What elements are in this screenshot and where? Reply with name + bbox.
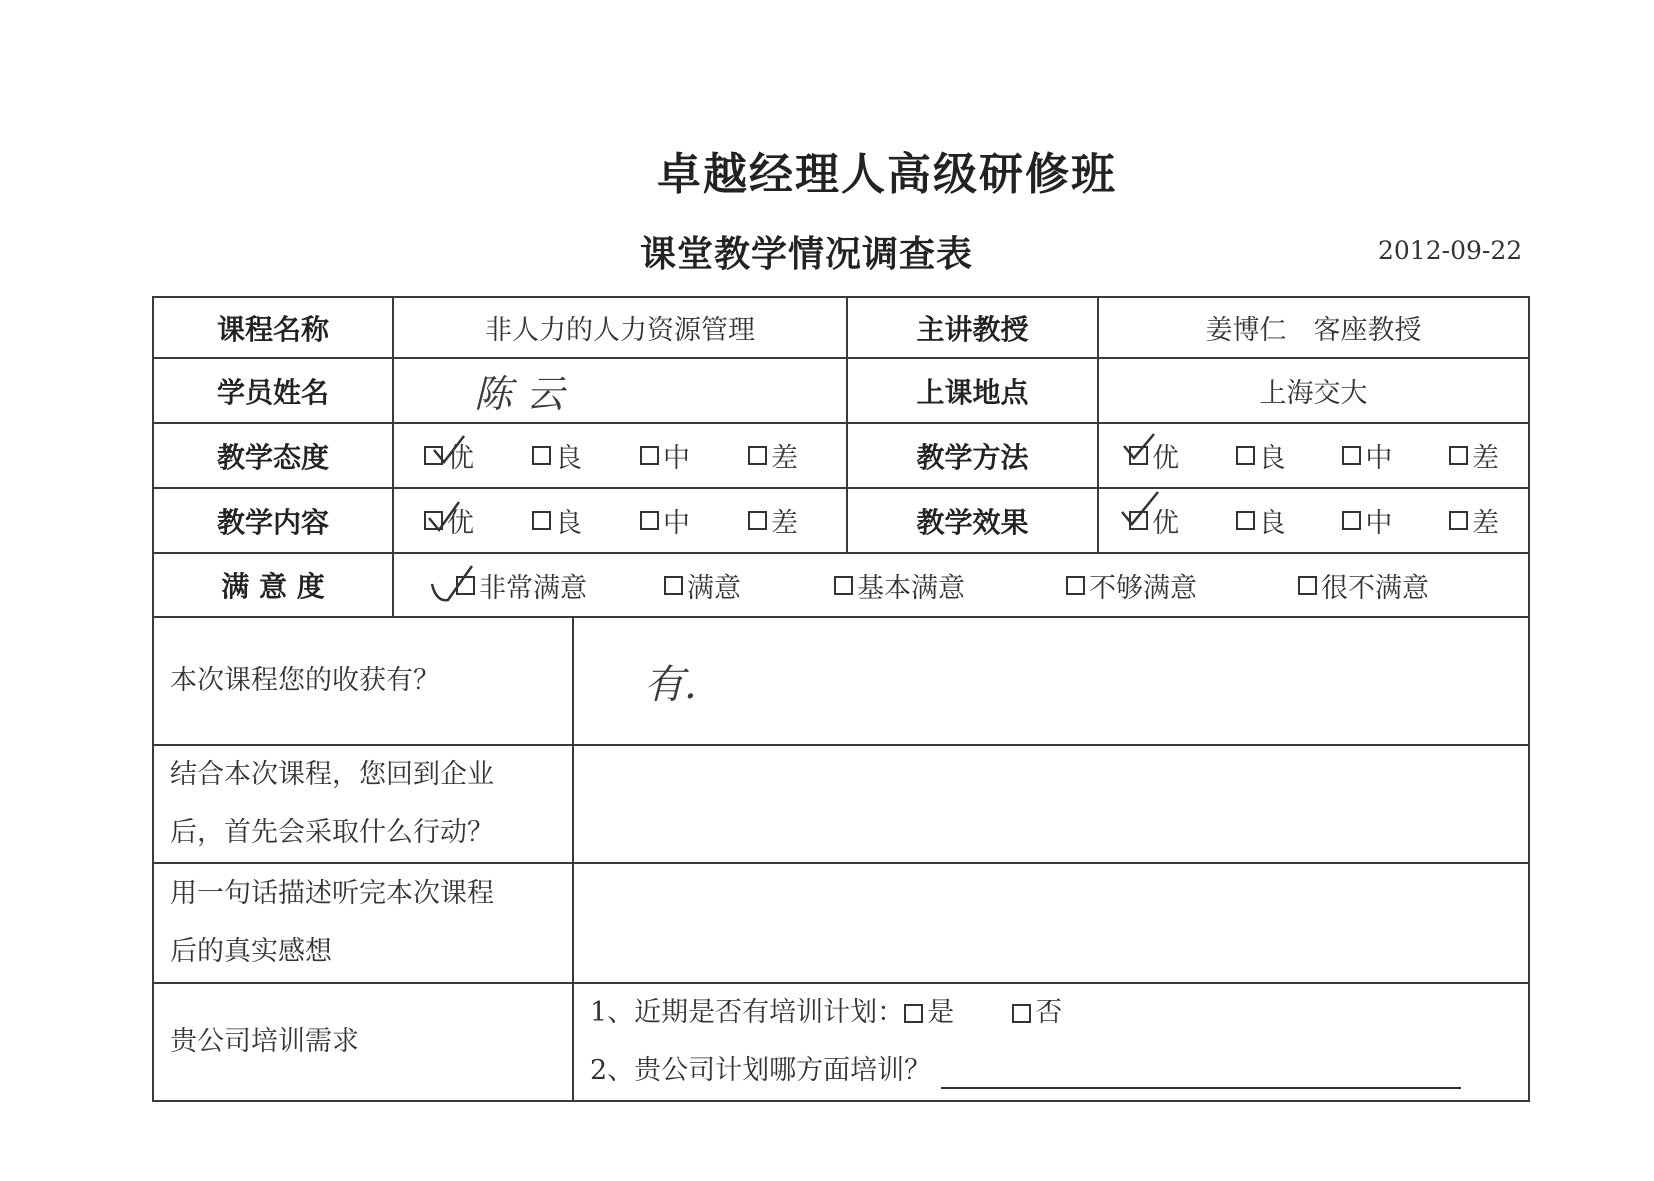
checkbox-icon xyxy=(748,511,767,530)
teaching-content-label: 教学内容 xyxy=(216,505,329,539)
attitude-option-poor[interactable]: 差 xyxy=(748,436,838,475)
gain-answer-handwritten[interactable]: 有. xyxy=(644,661,697,708)
page-title: 卓越经理人高级研修班 xyxy=(657,149,1117,200)
checkbox-icon xyxy=(664,576,683,595)
content-option-excellent[interactable]: 优 xyxy=(424,501,532,540)
effect-option-poor[interactable]: 差 xyxy=(1449,501,1528,540)
content-option-good[interactable]: 良 xyxy=(532,501,640,540)
training-no-option[interactable]: 否 xyxy=(1012,984,1062,1042)
satisfaction-options xyxy=(394,554,1528,616)
checkbox-icon xyxy=(1129,446,1148,465)
teaching-effect-label: 教学效果 xyxy=(916,505,1029,539)
satisfaction-option-basically-satisfied[interactable]: 基本满意 xyxy=(834,566,1066,605)
checkbox-icon xyxy=(424,446,443,465)
training-needs-label: 贵公司培训需求 xyxy=(170,1026,359,1057)
checkbox-icon xyxy=(1342,446,1361,465)
method-option-good[interactable]: 良 xyxy=(1236,436,1343,475)
attitude-option-good[interactable]: 良 xyxy=(532,436,640,475)
satisfaction-label: 满 意 度 xyxy=(221,570,325,603)
feeling-question-line1: 用一句话描述听完本次课程 xyxy=(170,878,494,909)
feeling-question-line2: 后的真实感想 xyxy=(170,936,332,967)
location-label: 上课地点 xyxy=(916,375,1029,409)
effect-option-good[interactable]: 良 xyxy=(1236,501,1343,540)
content-option-poor[interactable]: 差 xyxy=(748,501,838,540)
training-plan-question: 1、近期是否有培训计划： 是 否 xyxy=(590,984,1062,1042)
satisfaction-option-not-satisfied[interactable]: 不够满意 xyxy=(1066,566,1298,605)
lecturer-value: 姜博仁 客座教授 xyxy=(1205,315,1422,346)
teaching-method-options xyxy=(1099,424,1528,487)
action-question-line2: 后，首先会采取什么行动？ xyxy=(170,817,494,848)
feeling-question xyxy=(154,864,572,982)
checkbox-icon xyxy=(1236,511,1255,530)
checkbox-icon xyxy=(904,1004,923,1023)
checkbox-icon xyxy=(1449,446,1468,465)
student-signature: 陈云 xyxy=(474,372,579,416)
gain-question: 本次课程您的收获有？ xyxy=(170,665,440,696)
action-question xyxy=(154,746,572,862)
checkbox-icon xyxy=(1012,1004,1031,1023)
teaching-attitude-label: 教学态度 xyxy=(216,440,329,474)
action-answer-area[interactable] xyxy=(574,746,1528,862)
training-yes-option[interactable]: 是 xyxy=(904,984,1012,1042)
satisfaction-option-very-dissatisfied[interactable]: 很不满意 xyxy=(1298,566,1458,605)
method-option-poor[interactable]: 差 xyxy=(1449,436,1528,475)
attitude-option-fair[interactable]: 中 xyxy=(640,436,748,475)
form-date: 2012-09-22 xyxy=(1378,236,1523,265)
effect-option-excellent[interactable]: 优 xyxy=(1129,501,1236,540)
course-name-label: 课程名称 xyxy=(216,312,329,346)
checkbox-icon xyxy=(1236,446,1255,465)
training-topic-question: 2、贵公司计划哪方面培训？ xyxy=(590,1042,1461,1100)
lecturer-label: 主讲教授 xyxy=(916,312,1029,346)
checkbox-icon xyxy=(532,446,551,465)
feeling-answer-area[interactable] xyxy=(574,864,1528,982)
training-topic-blank[interactable] xyxy=(941,1053,1461,1089)
checkbox-icon xyxy=(1449,511,1468,530)
location-value: 上海交大 xyxy=(1259,378,1368,409)
course-name-value: 非人力的人力资源管理 xyxy=(485,315,755,346)
checkbox-icon xyxy=(640,511,659,530)
checkbox-icon xyxy=(1342,511,1361,530)
satisfaction-option-very-satisfied[interactable]: 非常满意 xyxy=(456,566,664,605)
student-name-label: 学员姓名 xyxy=(216,375,329,409)
checkbox-icon xyxy=(1066,576,1085,595)
checkbox-icon xyxy=(834,576,853,595)
method-option-fair[interactable]: 中 xyxy=(1342,436,1449,475)
teaching-content-options xyxy=(394,489,846,552)
effect-option-fair[interactable]: 中 xyxy=(1342,501,1449,540)
checkbox-icon xyxy=(1129,511,1148,530)
training-needs-area xyxy=(574,984,1528,1100)
checkbox-icon xyxy=(640,446,659,465)
checkbox-icon xyxy=(456,576,475,595)
form-subtitle: 课堂教学情况调查表 xyxy=(640,234,974,275)
checkbox-icon xyxy=(748,446,767,465)
checkbox-icon xyxy=(1298,576,1317,595)
teaching-attitude-options xyxy=(394,424,846,487)
satisfaction-option-satisfied[interactable]: 满意 xyxy=(664,566,834,605)
action-question-line1: 结合本次课程，您回到企业 xyxy=(170,759,494,790)
checkbox-icon xyxy=(424,511,443,530)
attitude-option-excellent[interactable]: 优 xyxy=(424,436,532,475)
teaching-method-label: 教学方法 xyxy=(916,440,1029,474)
checkbox-icon xyxy=(532,511,551,530)
method-option-excellent[interactable]: 优 xyxy=(1129,436,1236,475)
teaching-effect-options xyxy=(1099,489,1528,552)
content-option-fair[interactable]: 中 xyxy=(640,501,748,540)
